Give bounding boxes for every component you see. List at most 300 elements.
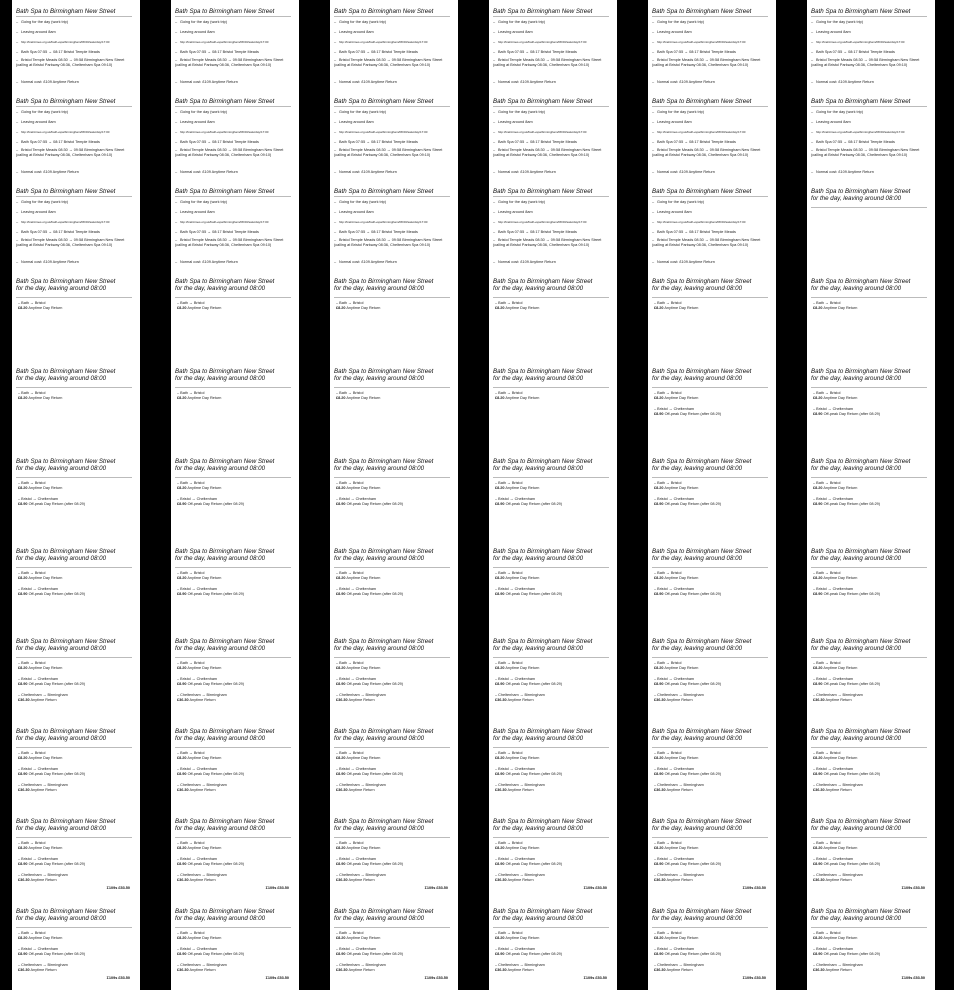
title-divider bbox=[16, 837, 132, 838]
fare-line bbox=[177, 682, 244, 687]
fare-item bbox=[336, 783, 386, 793]
title-divider bbox=[811, 16, 927, 17]
fare-price: £8.20 bbox=[18, 306, 28, 310]
fare-route: – Cheltenham → Birmingham bbox=[177, 963, 227, 967]
fare-price: £8.90 bbox=[654, 952, 664, 956]
fare-ticket: Anytime Day Return bbox=[663, 306, 699, 310]
frame-title bbox=[334, 548, 433, 562]
bullet-icon: – bbox=[811, 58, 814, 62]
fare-item bbox=[177, 677, 244, 687]
note-item bbox=[334, 220, 452, 225]
bullet-icon: – bbox=[652, 30, 655, 34]
slide-frame bbox=[171, 630, 299, 720]
fare-item bbox=[177, 857, 244, 867]
title-line-1: Bath Spa to Birmingham New Street bbox=[175, 548, 275, 555]
note-item bbox=[334, 110, 452, 115]
fare-price: £8.20 bbox=[177, 306, 187, 310]
fare-route: – Bath → Bristol bbox=[813, 391, 841, 395]
note-text: Going for the day (work trip) bbox=[21, 200, 69, 204]
fare-ticket: Anytime Day Return bbox=[27, 396, 63, 400]
bullet-icon: – bbox=[811, 80, 814, 84]
note-text: Bath Spa 07:55 → 08:17 Bristol Temple Meads bbox=[657, 230, 736, 234]
title-divider bbox=[16, 477, 132, 478]
note-text: Bath Spa 07:55 → 08:17 Bristol Temple Meads bbox=[21, 230, 100, 234]
bullet-icon: – bbox=[16, 20, 19, 24]
note-item bbox=[493, 238, 611, 247]
note-text: http://traintimes.org.uk/bath+spa/birmingham/08:00/saturday/17:00 bbox=[498, 130, 587, 134]
note-text: Bristol Temple Meads 08:30 → 09:58 Birmingham New Street (calling at Bristol Parkway 08:36, Cheltenham Spa 09:10) bbox=[652, 148, 761, 157]
note-text: Bristol Temple Meads 08:30 → 09:58 Birmingham New Street (calling at Bristol Parkway 08:36, Cheltenham Spa 09:10) bbox=[175, 148, 284, 157]
fare-ticket: Off-peak Day Return (after 08:29) bbox=[27, 772, 86, 776]
frame-title bbox=[334, 818, 433, 832]
note-item bbox=[175, 110, 293, 115]
bullet-icon: – bbox=[16, 110, 19, 114]
fare-price: £36.30 bbox=[336, 968, 348, 972]
fare-route: – Bath → Bristol bbox=[495, 931, 523, 935]
slide-frame bbox=[648, 540, 776, 630]
note-item bbox=[175, 238, 293, 247]
note-text: Leaving around 8am bbox=[339, 120, 374, 124]
title-line-1: Bath Spa to Birmingham New Street bbox=[652, 458, 752, 465]
fare-line bbox=[813, 968, 863, 973]
note-item bbox=[334, 140, 452, 145]
bullet-icon: – bbox=[16, 120, 19, 124]
bullet-icon: – bbox=[175, 110, 178, 114]
fare-price: £8.90 bbox=[495, 952, 505, 956]
frame-title bbox=[811, 278, 910, 292]
slide-frame bbox=[489, 630, 617, 720]
title-line-2: for the day, leaving around 08:00 bbox=[493, 825, 584, 832]
fare-ticket: Anytime Day Return bbox=[504, 666, 540, 670]
fare-ticket: Anytime Return bbox=[506, 878, 534, 882]
note-text: Going for the day (work trip) bbox=[180, 200, 228, 204]
fare-ticket: Anytime Day Return bbox=[27, 666, 63, 670]
fare-ticket: Anytime Day Return bbox=[27, 846, 63, 850]
title-divider bbox=[334, 297, 450, 298]
title-divider bbox=[493, 747, 609, 748]
title-line-1: Bath Spa to Birmingham New Street bbox=[811, 728, 911, 735]
bullet-icon: – bbox=[16, 148, 19, 152]
fare-route: – Cheltenham → Birmingham bbox=[177, 693, 227, 697]
frame-title bbox=[652, 908, 751, 922]
title-divider bbox=[652, 747, 768, 748]
slide-frame bbox=[648, 720, 776, 810]
fare-line bbox=[813, 502, 880, 507]
fare-line bbox=[495, 682, 562, 687]
fare-price: £8.90 bbox=[177, 952, 187, 956]
fare-line bbox=[177, 936, 221, 941]
title-divider bbox=[175, 297, 291, 298]
fare-line bbox=[495, 936, 539, 941]
title-divider bbox=[175, 927, 291, 928]
bullet-icon: – bbox=[652, 40, 655, 44]
title-divider bbox=[334, 106, 450, 107]
note-item bbox=[652, 220, 770, 225]
frame-title bbox=[334, 908, 433, 922]
fare-route: – Bath → Bristol bbox=[813, 571, 841, 575]
fare-item bbox=[813, 301, 857, 311]
bullet-icon: – bbox=[493, 58, 496, 62]
title-line-1: Bath Spa to Birmingham New Street bbox=[811, 368, 911, 375]
fare-line bbox=[495, 952, 562, 957]
slide-frame bbox=[648, 810, 776, 900]
frame-title bbox=[652, 818, 751, 832]
fare-route: – Bath → Bristol bbox=[177, 571, 205, 575]
fare-price: £8.90 bbox=[18, 682, 28, 686]
frame-title bbox=[493, 638, 592, 652]
fare-ticket: Off-peak Day Return (after 08:29) bbox=[186, 952, 245, 956]
title-divider bbox=[175, 567, 291, 568]
fare-route: – Cheltenham → Birmingham bbox=[18, 693, 68, 697]
slide-frame bbox=[489, 540, 617, 630]
fare-item bbox=[18, 661, 62, 671]
fare-item bbox=[336, 873, 386, 883]
fare-line bbox=[177, 952, 244, 957]
fare-line bbox=[336, 772, 403, 777]
fare-item bbox=[177, 963, 227, 973]
fare-route: – Bristol → Cheltenham bbox=[813, 677, 854, 681]
fare-ticket: Anytime Return bbox=[506, 698, 534, 702]
slide-frame bbox=[489, 810, 617, 900]
fare-route: – Bristol → Cheltenham bbox=[336, 857, 377, 861]
bullet-icon: – bbox=[334, 220, 337, 224]
fare-ticket: Off-peak Day Return (after 08:29) bbox=[822, 952, 881, 956]
frame-column bbox=[171, 0, 299, 990]
fare-price: £8.20 bbox=[177, 486, 187, 490]
fare-ticket: Off-peak Day Return (after 08:29) bbox=[27, 862, 86, 866]
bullet-icon: – bbox=[652, 120, 655, 124]
title-line-2: for the day, leaving around 08:00 bbox=[334, 915, 425, 922]
total-cost: Σ109s £53.50 bbox=[742, 886, 766, 890]
note-item bbox=[334, 210, 452, 215]
fare-line bbox=[336, 486, 380, 491]
fare-price: £8.90 bbox=[495, 862, 505, 866]
note-text: Bath Spa 07:55 → 08:17 Bristol Temple Meads bbox=[339, 230, 418, 234]
note-text: Leaving around 8am bbox=[180, 210, 215, 214]
fare-item bbox=[18, 873, 68, 883]
slide-frame bbox=[12, 900, 140, 990]
fare-price: £8.90 bbox=[813, 412, 823, 416]
fare-price: £8.20 bbox=[336, 666, 346, 670]
fare-item bbox=[654, 963, 704, 973]
frame-title: Bath Spa to Birmingham New Street bbox=[16, 98, 116, 105]
bullet-icon: – bbox=[334, 140, 337, 144]
fare-price: £8.20 bbox=[18, 846, 28, 850]
note-text: http://traintimes.org.uk/bath+spa/birmingham/08:00/saturday/17:00 bbox=[180, 220, 269, 224]
bullet-icon: – bbox=[334, 120, 337, 124]
title-line-1: Bath Spa to Birmingham New Street bbox=[493, 548, 593, 555]
fare-route: – Bristol → Cheltenham bbox=[654, 587, 695, 591]
slide-frame bbox=[648, 270, 776, 360]
fare-line bbox=[336, 936, 380, 941]
fare-route: – Bath → Bristol bbox=[813, 301, 841, 305]
fare-item bbox=[336, 947, 403, 957]
slide-frame bbox=[648, 450, 776, 540]
fare-line bbox=[813, 878, 863, 883]
fare-ticket: Off-peak Day Return (after 08:29) bbox=[504, 502, 563, 506]
note-text: Normal cost: £109 Anytime Return bbox=[339, 80, 397, 84]
slide-frame bbox=[648, 900, 776, 990]
fare-route: – Bristol → Cheltenham bbox=[813, 497, 854, 501]
fare-route: – Bath → Bristol bbox=[18, 301, 46, 305]
title-divider bbox=[652, 837, 768, 838]
frame-title bbox=[652, 638, 751, 652]
fare-price: £8.20 bbox=[495, 666, 505, 670]
fare-route: – Cheltenham → Birmingham bbox=[813, 783, 863, 787]
fare-ticket: Off-peak Day Return (after 08:29) bbox=[345, 772, 404, 776]
fare-route: – Bath → Bristol bbox=[177, 841, 205, 845]
fare-route: – Bristol → Cheltenham bbox=[495, 677, 536, 681]
note-item bbox=[16, 140, 134, 145]
title-line-1: Bath Spa to Birmingham New Street bbox=[16, 728, 116, 735]
fare-item bbox=[495, 751, 539, 761]
bullet-icon: – bbox=[175, 30, 178, 34]
bullet-icon: – bbox=[811, 120, 814, 124]
fare-line bbox=[495, 772, 562, 777]
fare-route: – Bath → Bristol bbox=[177, 661, 205, 665]
fare-ticket: Off-peak Day Return (after 08:29) bbox=[822, 502, 881, 506]
title-line-2: for the day, leaving around 08:00 bbox=[652, 465, 743, 472]
fare-item bbox=[495, 783, 545, 793]
title-line-2: for the day, leaving around 08:00 bbox=[16, 375, 107, 382]
slide-frame bbox=[648, 180, 776, 270]
title-line-2: for the day, leaving around 08:00 bbox=[493, 645, 584, 652]
frame-title bbox=[652, 728, 751, 742]
fare-ticket: Anytime Day Return bbox=[186, 756, 222, 760]
title-divider bbox=[811, 927, 927, 928]
fare-price: £36.30 bbox=[654, 698, 666, 702]
fare-item bbox=[336, 751, 380, 761]
title-divider bbox=[16, 196, 132, 197]
fare-ticket: Anytime Return bbox=[188, 878, 216, 882]
fare-item bbox=[654, 857, 721, 867]
bullet-icon: – bbox=[811, 20, 814, 24]
fare-route: – Cheltenham → Birmingham bbox=[495, 873, 545, 877]
slide-frame bbox=[171, 360, 299, 450]
fare-ticket: Anytime Return bbox=[665, 698, 693, 702]
note-item bbox=[652, 260, 770, 265]
bullet-icon: – bbox=[175, 130, 178, 134]
note-item bbox=[652, 80, 770, 85]
bullet-icon: – bbox=[334, 80, 337, 84]
slide-frame bbox=[171, 900, 299, 990]
title-divider bbox=[16, 16, 132, 17]
fare-route: – Bristol → Cheltenham bbox=[336, 947, 377, 951]
fare-route: – Bath → Bristol bbox=[336, 301, 364, 305]
fare-price: £8.20 bbox=[177, 936, 187, 940]
fare-price: £8.20 bbox=[18, 936, 28, 940]
fare-ticket: Anytime Return bbox=[29, 968, 57, 972]
fare-ticket: Anytime Day Return bbox=[504, 576, 540, 580]
bullet-icon: – bbox=[652, 50, 655, 54]
title-divider bbox=[493, 106, 609, 107]
fare-item bbox=[18, 571, 62, 581]
frame-column bbox=[807, 0, 935, 990]
title-divider bbox=[493, 387, 609, 388]
note-item bbox=[493, 200, 611, 205]
title-divider bbox=[493, 927, 609, 928]
title-divider bbox=[493, 837, 609, 838]
total-cost: Σ109s £53.50 bbox=[106, 976, 130, 980]
slide-frame bbox=[807, 450, 935, 540]
title-line-1: Bath Spa to Birmingham New Street bbox=[334, 818, 434, 825]
slide-frame bbox=[330, 540, 458, 630]
fare-ticket: Anytime Return bbox=[188, 698, 216, 702]
slide-frame bbox=[12, 540, 140, 630]
fare-ticket: Anytime Day Return bbox=[504, 396, 540, 400]
note-text: Bristol Temple Meads 08:30 → 09:58 Birmingham New Street (calling at Bristol Parkway 08:36, Cheltenham Spa 09:10) bbox=[493, 148, 602, 157]
title-line-1: Bath Spa to Birmingham New Street bbox=[493, 458, 593, 465]
fare-ticket: Anytime Day Return bbox=[663, 936, 699, 940]
bullet-icon: – bbox=[334, 238, 337, 242]
note-item bbox=[16, 148, 134, 157]
fare-line bbox=[495, 698, 545, 703]
slide-frame bbox=[807, 270, 935, 360]
fare-item bbox=[177, 497, 244, 507]
fare-price: £8.20 bbox=[336, 486, 346, 490]
note-text: Normal cost: £109 Anytime Return bbox=[180, 80, 238, 84]
note-text: Going for the day (work trip) bbox=[657, 200, 705, 204]
fare-line bbox=[336, 788, 386, 793]
note-item bbox=[16, 120, 134, 125]
bullet-icon: – bbox=[334, 148, 337, 152]
fare-ticket: Anytime Day Return bbox=[345, 576, 381, 580]
title-divider bbox=[16, 927, 132, 928]
title-divider bbox=[16, 567, 132, 568]
frame-title bbox=[811, 368, 910, 382]
fare-price: £36.30 bbox=[18, 878, 30, 882]
fare-ticket: Anytime Day Return bbox=[186, 846, 222, 850]
frame-title: Bath Spa to Birmingham New Street bbox=[16, 188, 116, 195]
note-item bbox=[334, 20, 452, 25]
title-line-1: Bath Spa to Birmingham New Street bbox=[652, 818, 752, 825]
fare-ticket: Anytime Return bbox=[824, 698, 852, 702]
fare-line bbox=[336, 878, 386, 883]
slide-frame bbox=[12, 360, 140, 450]
fare-item bbox=[177, 571, 221, 581]
bullet-icon: – bbox=[334, 260, 337, 264]
bullet-icon: – bbox=[175, 170, 178, 174]
total-cost: Σ109s £53.50 bbox=[424, 886, 448, 890]
note-text: Bristol Temple Meads 08:30 → 09:58 Birmingham New Street (calling at Bristol Parkway 08:36, Cheltenham Spa 09:10) bbox=[16, 238, 125, 247]
title-divider bbox=[811, 106, 927, 107]
fare-item bbox=[654, 693, 704, 703]
fare-line bbox=[654, 756, 698, 761]
fare-item bbox=[654, 751, 698, 761]
note-text: Going for the day (work trip) bbox=[21, 20, 69, 24]
title-line-2: for the day, leaving around 08:00 bbox=[811, 915, 902, 922]
frame-title bbox=[16, 638, 115, 652]
fare-route: – Bath → Bristol bbox=[336, 751, 364, 755]
slide-frame bbox=[807, 0, 935, 90]
title-line-2: for the day, leaving around 08:00 bbox=[811, 735, 902, 742]
fare-line bbox=[18, 576, 62, 581]
note-text: Bristol Temple Meads 08:30 → 09:58 Birmingham New Street (calling at Bristol Parkway 08:36, Cheltenham Spa 09:10) bbox=[175, 58, 284, 67]
fare-route: – Bath → Bristol bbox=[654, 301, 682, 305]
fare-price: £8.20 bbox=[495, 576, 505, 580]
title-line-2: for the day, leaving around 08:00 bbox=[175, 285, 266, 292]
fare-price: £8.20 bbox=[18, 486, 28, 490]
fare-price: £8.90 bbox=[654, 772, 664, 776]
title-line-2: for the day, leaving around 08:00 bbox=[493, 465, 584, 472]
note-text: Bath Spa 07:55 → 08:17 Bristol Temple Meads bbox=[21, 140, 100, 144]
fare-route: – Bristol → Cheltenham bbox=[18, 947, 59, 951]
note-text: Going for the day (work trip) bbox=[498, 20, 546, 24]
fare-route: – Cheltenham → Birmingham bbox=[495, 693, 545, 697]
frame-title bbox=[493, 458, 592, 472]
fare-item bbox=[336, 571, 380, 581]
fare-item bbox=[813, 587, 880, 597]
fare-price: £8.20 bbox=[18, 756, 28, 760]
bullet-icon: – bbox=[334, 230, 337, 234]
bullet-icon: – bbox=[334, 200, 337, 204]
fare-price: £8.90 bbox=[336, 772, 346, 776]
fare-item bbox=[177, 391, 221, 401]
fare-ticket: Off-peak Day Return (after 08:29) bbox=[663, 772, 722, 776]
note-text: Normal cost: £109 Anytime Return bbox=[657, 260, 715, 264]
fare-price: £8.90 bbox=[654, 412, 664, 416]
slide-frame bbox=[171, 270, 299, 360]
frame-title bbox=[811, 638, 910, 652]
title-line-1: Bath Spa to Birmingham New Street bbox=[811, 548, 911, 555]
fare-item bbox=[813, 873, 863, 883]
fare-price: £8.20 bbox=[654, 936, 664, 940]
fare-line bbox=[18, 698, 68, 703]
fare-route: – Cheltenham → Birmingham bbox=[495, 963, 545, 967]
title-divider bbox=[811, 567, 927, 568]
fare-item bbox=[336, 963, 386, 973]
frame-title bbox=[652, 278, 751, 292]
title-divider bbox=[334, 837, 450, 838]
title-line-1: Bath Spa to Birmingham New Street bbox=[811, 188, 911, 195]
fare-route: – Bristol → Cheltenham bbox=[654, 407, 695, 411]
note-item bbox=[16, 220, 134, 225]
fare-ticket: Anytime Day Return bbox=[186, 936, 222, 940]
fare-price: £36.30 bbox=[813, 878, 825, 882]
title-divider bbox=[493, 16, 609, 17]
fare-item bbox=[654, 873, 704, 883]
fare-price: £8.90 bbox=[654, 502, 664, 506]
fare-line bbox=[495, 968, 545, 973]
note-text: Going for the day (work trip) bbox=[339, 110, 387, 114]
note-text: Leaving around 8am bbox=[21, 120, 56, 124]
fare-line bbox=[18, 756, 62, 761]
fare-ticket: Anytime Return bbox=[188, 788, 216, 792]
bullet-icon: – bbox=[16, 230, 19, 234]
fare-route: – Bath → Bristol bbox=[336, 391, 364, 395]
fare-price: £8.90 bbox=[18, 952, 28, 956]
note-item bbox=[334, 40, 452, 45]
title-line-2: for the day, leaving around 08:00 bbox=[652, 375, 743, 382]
fare-ticket: Anytime Day Return bbox=[822, 936, 858, 940]
fare-item bbox=[813, 841, 857, 851]
note-item bbox=[493, 260, 611, 265]
note-item bbox=[334, 50, 452, 55]
fare-ticket: Anytime Return bbox=[665, 788, 693, 792]
fare-route: – Bath → Bristol bbox=[495, 301, 523, 305]
fare-route: – Bath → Bristol bbox=[495, 751, 523, 755]
frame-title bbox=[493, 278, 592, 292]
fare-route: – Bristol → Cheltenham bbox=[336, 587, 377, 591]
fare-ticket: Anytime Return bbox=[824, 968, 852, 972]
note-item bbox=[16, 238, 134, 247]
fare-price: £8.20 bbox=[177, 576, 187, 580]
fare-ticket: Off-peak Day Return (after 08:29) bbox=[345, 862, 404, 866]
fare-line bbox=[18, 878, 68, 883]
fare-line bbox=[495, 592, 562, 597]
fare-ticket: Anytime Return bbox=[824, 788, 852, 792]
fare-item bbox=[495, 497, 562, 507]
